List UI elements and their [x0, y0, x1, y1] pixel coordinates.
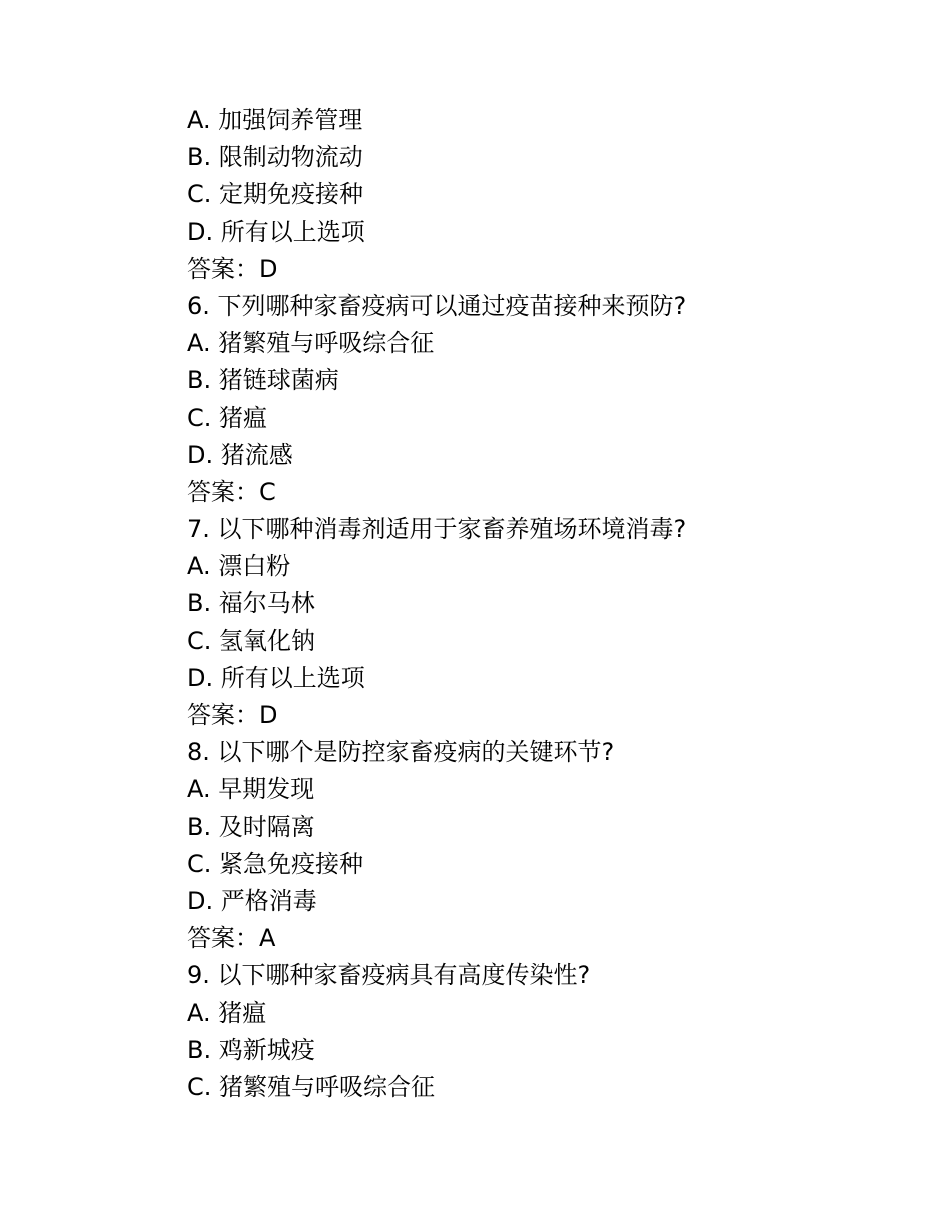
option-line: B. 及时隔离: [187, 812, 315, 841]
option-line: D. 所有以上选项: [187, 217, 365, 246]
option-line: A. 猪繁殖与呼吸综合征: [187, 329, 435, 358]
option-line: A. 漂白粉: [187, 552, 291, 581]
answer-line: 答案：D: [187, 701, 278, 729]
option-line: D. 猪流感: [187, 440, 293, 469]
option-line: B. 猪链球菌病: [187, 366, 339, 395]
option-line: B. 限制动物流动: [187, 143, 363, 172]
option-line: A. 猪瘟: [187, 998, 267, 1027]
option-line: D. 所有以上选项: [187, 663, 365, 692]
option-line: A. 早期发现: [187, 775, 315, 804]
question-9: 9. 以下哪种家畜疫病具有高度传染性?: [187, 961, 591, 990]
option-line: C. 猪瘟: [187, 403, 268, 432]
option-line: C. 猪繁殖与呼吸综合征: [187, 1072, 436, 1101]
question-7: 7. 以下哪种消毒剂适用于家畜养殖场环境消毒?: [187, 515, 687, 544]
option-line: B. 福尔马林: [187, 589, 315, 618]
document-body: [187, 102, 887, 1106]
option-line: D. 严格消毒: [187, 886, 317, 915]
answer-line: 答案：A: [187, 924, 276, 953]
question-6: 6. 下列哪种家畜疫病可以通过疫苗接种来预防?: [187, 291, 687, 320]
option-line: C. 定期免疫接种: [187, 180, 364, 209]
option-line: C. 紧急免疫接种: [187, 849, 364, 878]
question-8: 8. 以下哪个是防控家畜疫病的关键环节?: [187, 738, 615, 767]
option-line: A. 加强饲养管理: [187, 106, 363, 134]
answer-line: 答案：C: [187, 477, 276, 506]
answer-line: 答案：D: [187, 254, 278, 283]
option-line: C. 氢氧化钠: [187, 626, 316, 655]
option-line: B. 鸡新城疫: [187, 1035, 315, 1064]
